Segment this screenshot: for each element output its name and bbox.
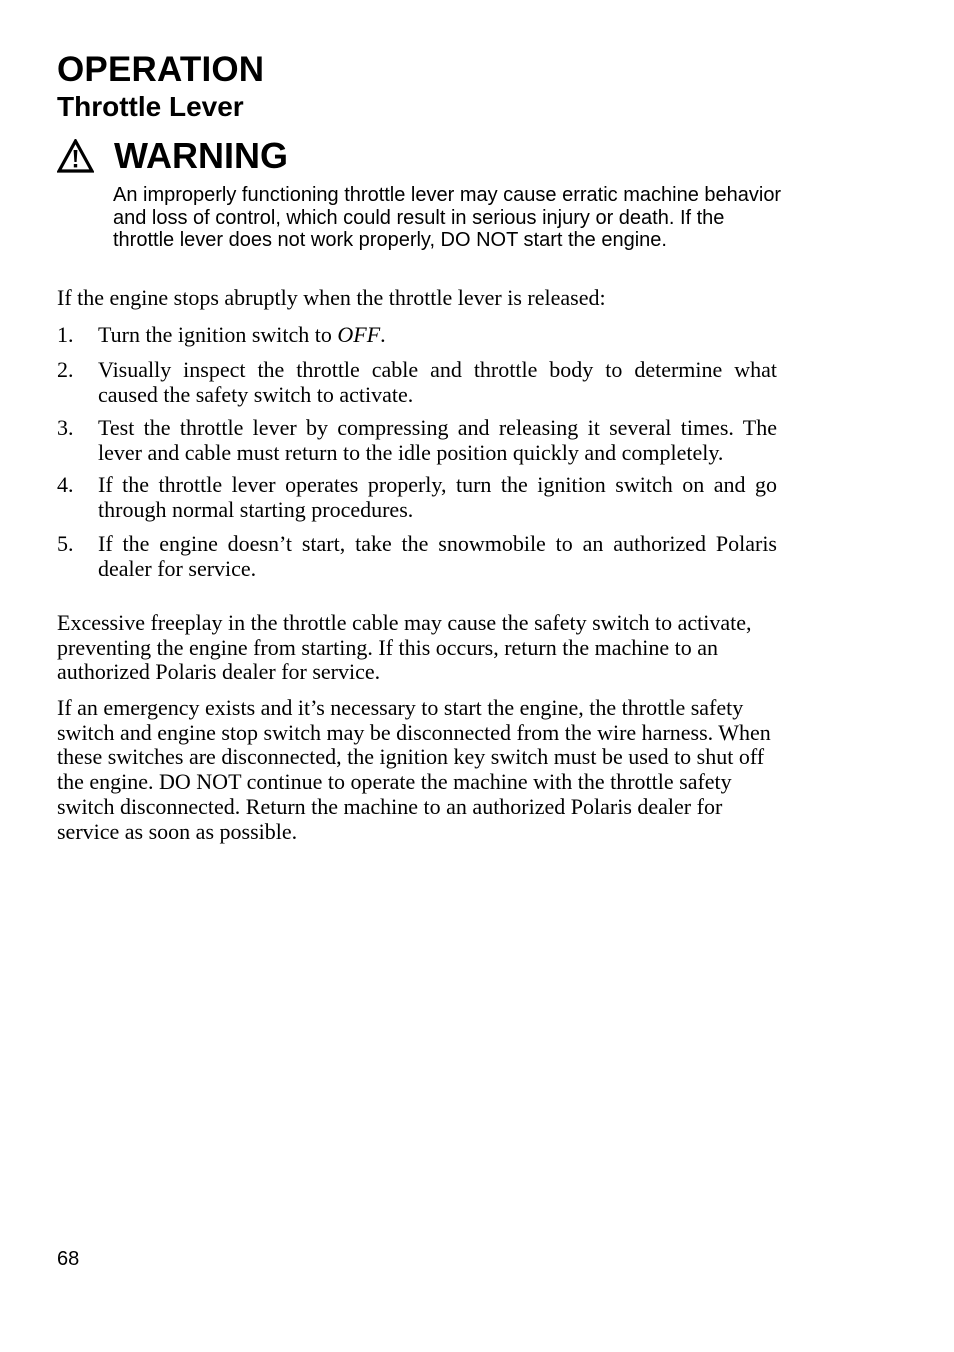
list-item [57, 357, 777, 408]
procedure-steps [57, 322, 777, 582]
step-text: Test the throttle lever by compressing and releasing it several times. The lever and cable must return to the idle position quickly and completely. [98, 414, 777, 465]
freeplay-paragraph: Excessive freeplay in the throttle cable may cause the safety switch to activate, preventing the engine from starting. If this occurs, return the machine to an authorized Polaris dealer for service. [57, 610, 752, 685]
step-text: Visually inspect the throttle cable and throttle body to determine what caused the safety switch to activate. [98, 356, 777, 407]
step-text: If the engine doesn’t start, take the snowmobile to an authorized Polaris dealer for service. [98, 530, 777, 581]
step-number: 1. [57, 322, 74, 347]
warning-triangle-icon [57, 139, 94, 173]
subsection-title: Throttle Lever [57, 91, 244, 122]
step-number: 5. [57, 530, 74, 556]
step-text: If the throttle lever operates properly, turn the ignition switch on and go through normal starting procedures. [98, 471, 777, 522]
step-number: 3. [57, 414, 74, 440]
list-item [57, 322, 777, 348]
intro-text: If the engine stops abruptly when the throttle lever is released: [57, 285, 606, 310]
section-title: OPERATION [57, 50, 265, 89]
emergency-paragraph: If an emergency exists and it’s necessary to start the engine, the throttle safety switch and engine stop switch may be disconnected from the wire harness. When these switches are disconnected, the ignition key switch must be used to shut off the engine. DO NOT continue to operate the machine with the throttle safety switch disconnected. Return the machine to an authorized Polaris dealer for service as soon as possible. [57, 695, 771, 844]
warning-text: An improperly functioning throttle lever may cause erratic machine behavior and loss of control, which could result in serious injury or death. If the throttle lever does not work properly, DO NOT start the engine. [113, 184, 782, 252]
warning-title: WARNING [114, 135, 288, 176]
step-text-end: . [380, 322, 386, 347]
step-number: 2. [57, 356, 74, 382]
step-text: Turn the ignition switch to [98, 322, 338, 347]
warning-header [57, 134, 288, 178]
step-emphasis: OFF [337, 322, 381, 347]
list-item [57, 415, 777, 466]
page-number: 68 [57, 1248, 80, 1270]
step-number: 4. [57, 471, 74, 497]
list-item [57, 531, 777, 582]
list-item [57, 472, 777, 523]
